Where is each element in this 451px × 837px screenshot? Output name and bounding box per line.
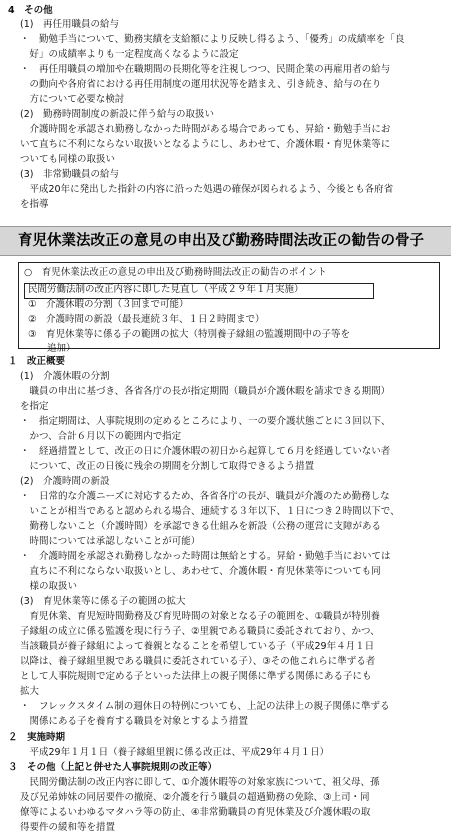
bullet-line: 様の取扱い <box>20 581 78 592</box>
bullet-line: 関係にある子を養育する職員を対象とするよう措置 <box>20 716 249 727</box>
section-3-heading: ３ その他（上記と併せた人事院規則の改正等） <box>8 762 218 773</box>
section-1-heading: １ 改正概要 <box>8 356 66 367</box>
paragraph-line: 当該職員が養子縁組によって養親となることを希望している子（平成29年４月１日 <box>20 641 375 652</box>
subsection-title: (2) 勤務時間制度の新設に伴う給与の取扱い <box>20 109 214 120</box>
paragraph-line: 僚等によるいわゆるマタハラ等の防止、④非常勤職員の育児休業及び介護休暇の取 <box>20 807 371 818</box>
bullet-line: ・ 勤勉手当について、勤務実績を支給額により反映し得るよう、「優秀」の成績率を「良 <box>20 34 405 45</box>
bullet-line: ・ 経過措置として、改正の日に介護休暇の初日から起算して６月を経過していない者 <box>20 446 391 457</box>
paragraph-line: 平成29年１月１日（養子縁組里親に係る改正は、平成29年４月１日） <box>20 747 330 758</box>
subsection-title: (1) 再任用職員の給与 <box>20 19 119 30</box>
paragraph-line: ついても同様の取扱い <box>20 154 116 165</box>
section-banner <box>0 226 451 256</box>
paragraph-line: 及び兄弟姉妹の同居要件の撤廃、②介護を行う職員の超過勤務の免除、③上司・同 <box>20 792 370 803</box>
bullet-line: 好」の成績率よりも一定程度高くなるように設定 <box>20 49 239 60</box>
banner-title: 育児休業法改正の意見の申出及び勤務時間法改正の勧告の骨子 <box>18 233 424 249</box>
paragraph-line: 以降は、養子縁組里親である職員に委託されている子）、③その他これらに準ずる者 <box>20 656 376 667</box>
subsection-title: (2) 介護時間の新設 <box>20 476 110 487</box>
paragraph-line: を指導 <box>20 199 49 210</box>
bullet-line: ・ 介護時間を承認され勤務しなかった時間は無給とする。昇給・勤勉手当においては <box>20 551 391 562</box>
point-item: ② 介護時間の新設（最長連続３年、１日２時間まで） <box>28 314 265 325</box>
paragraph-line: 拡大 <box>20 686 40 697</box>
bullet-line: の動向や各府省における再任用制度の運用状況等を踏まえ、引き続き、給与の在り <box>20 79 382 90</box>
bullet-line: かつ、合計６月以下の範囲内で指定 <box>20 431 182 442</box>
points-box-title: ○ 育児休業法改正の意見の申出及び勤務時間法改正の勧告のポイント <box>24 267 327 278</box>
paragraph-line: 民間労働法制の改正内容に即して、①介護休暇等の対象家族について、祖父母、孫 <box>20 777 380 788</box>
point-item: 追加） <box>28 343 76 354</box>
highlight-text: 民間労働法制の改正内容に即した見直し（平成２９年１月実施） <box>28 284 304 295</box>
bullet-line: 方について必要な検討 <box>20 94 125 105</box>
paragraph-line: 得要件の緩和等を措置 <box>20 822 116 833</box>
subsection-title: (1) 介護休暇の分割 <box>20 371 110 382</box>
paragraph-line: 職員の申出に基づき、各省各庁の長が指定期間（職員が介護休暇を請求できる期間） <box>20 386 391 397</box>
paragraph-line: 平成20年に発出した指針の内容に沿った処遇の確保が図られるよう、今後とも各府省 <box>20 184 394 195</box>
bullet-line: 勤務しないこと（介護時間）を承認できる仕組みを新設（公務の運営に支障がある <box>20 521 382 532</box>
paragraph-line: として人事院規則で定める子といった法律上の親子関係に準ずる関係にある子にも <box>20 671 372 682</box>
paragraph-line: いて直ちに不利にならない取扱いとなるようにし、あわせて、介護休暇・育児休業等に <box>20 139 391 150</box>
paragraph-line: を指定 <box>20 401 49 412</box>
section-4-heading: 4 その他 <box>8 5 53 16</box>
section-2-heading: ２ 実施時期 <box>8 732 66 743</box>
bullet-line: ・ 日常的な介護ニーズに対応するため、各省各庁の長が、職員が介護のため勤務しな <box>20 491 390 502</box>
paragraph-line: 子縁組の成立に係る監護を現に行う子、②里親である職員に委託されており、かつ、 <box>20 626 380 637</box>
bullet-line: ・ 再任用職員の増加や在職期間の長期化等を注視しつつ、民間企業の再雇用者の給与 <box>20 64 391 75</box>
bullet-line: について、改正の日後に残余の期間を分割して取得できるよう措置 <box>20 461 315 472</box>
bullet-line: ・ 指定期間は、人事院規則の定めるところにより、一の要介護状態ごとに３回以下、 <box>20 416 391 427</box>
point-item: ① 介護休暇の分割（３回まで可能） <box>28 299 189 310</box>
bullet-line: 時間については承認しないことが可能） <box>20 536 201 547</box>
point-item: ③ 育児休業等に係る子の範囲の拡大（特別養子縁組の監護期間中の子等を <box>28 329 351 340</box>
bullet-line: ・ フレックスタイム制の週休日の特例についても、上記の法律上の親子関係に準ずる <box>20 701 390 712</box>
bullet-line: 直ちに不利にならない取扱いとし、あわせて、介護休暇・育児休業等についても同 <box>20 566 381 577</box>
paragraph-line: 育児休業、育児短時間勤務及び育児時間の対象となる子の範囲を、①職員が特別養 <box>20 611 381 622</box>
paragraph-line: 介護時間を承認され勤務しなかった時間がある場合であっても、昇給・勤勉手当にお <box>20 124 391 135</box>
subsection-title: (3) 非常勤職員の給与 <box>20 169 119 180</box>
bullet-line: いことが相当であると認められる場合、連続する３年以下、１日につき２時間以下で、 <box>20 506 400 517</box>
subsection-title: (3) 育児休業等に係る子の範囲の拡大 <box>20 596 186 607</box>
